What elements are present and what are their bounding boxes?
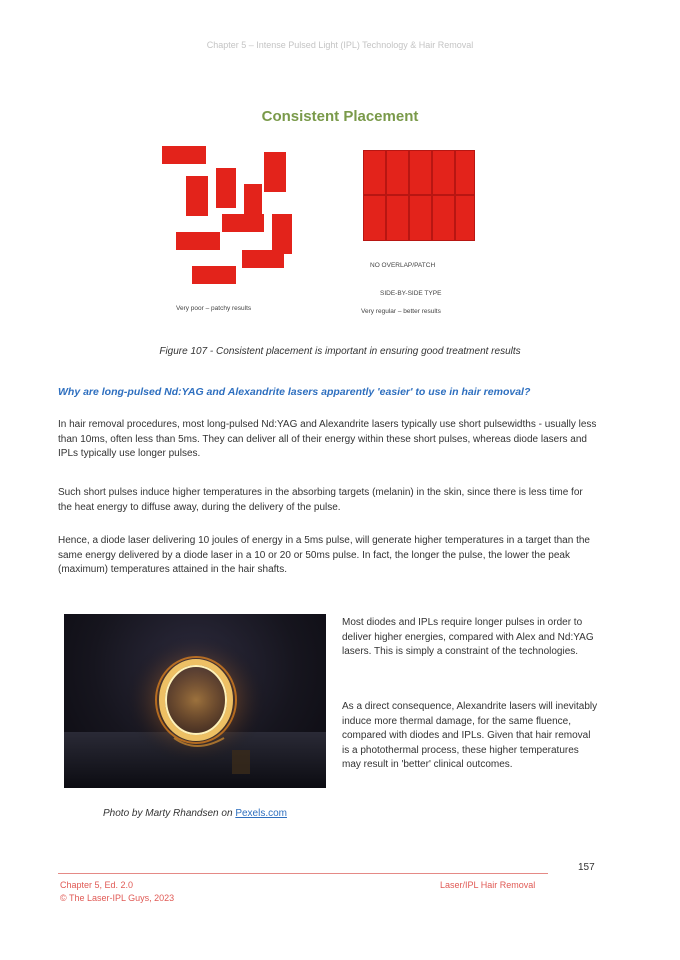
tile xyxy=(409,195,432,241)
tile xyxy=(363,195,386,241)
page-number: 157 xyxy=(578,862,595,873)
tile xyxy=(242,250,284,268)
tile xyxy=(386,150,409,195)
photo-credit-text: Photo by Marty Rhandsen on xyxy=(103,808,236,819)
running-header: Chapter 5 – Intense Pulsed Light (IPL) Technology & Hair Removal xyxy=(206,40,474,50)
tile xyxy=(192,266,236,284)
footer-book-title: Laser/IPL Hair Removal xyxy=(440,880,536,890)
figure-right-label-3: Very regular – better results xyxy=(361,308,441,315)
tile xyxy=(409,150,432,195)
photo-credit-link[interactable]: Pexels.com xyxy=(235,808,287,819)
light-ring-graphic xyxy=(64,614,326,788)
tile xyxy=(162,146,206,164)
paragraph-3: Hence, a diode laser delivering 10 joules of energy in a 5ms pulse, will generate higher temperatures in a target than the same energy delivered by a diode laser in a 10 or 20 or 50ms pulse. In fact, the longer the pulse, the lower the peak (maximum) temperatures attained in the hair shafts. xyxy=(58,535,590,575)
tile xyxy=(432,150,455,195)
light-painting-photo xyxy=(64,614,326,788)
paragraph-4: Most diodes and IPLs require longer pulses in order to deliver higher energies, compared with Alex and Nd:YAG lasers. This is simply a constraint of the technologies. xyxy=(342,617,594,657)
figure-right-label-2: SIDE-BY-SIDE TYPE xyxy=(380,290,442,297)
tile xyxy=(432,195,455,241)
figure-left-label: Very poor – patchy results xyxy=(176,305,252,312)
tile xyxy=(222,214,264,232)
tile xyxy=(272,214,292,254)
tile xyxy=(216,168,236,208)
tile xyxy=(386,195,409,241)
footer-copyright: © The Laser-IPL Guys, 2023 xyxy=(60,893,175,903)
photo-credit xyxy=(64,808,326,819)
footer-chapter: Chapter 5, Ed. 2.0 xyxy=(60,880,134,890)
figure-right-label-1: NO OVERLAP/PATCH xyxy=(370,262,436,269)
figure-title: Consistent Placement xyxy=(261,108,419,125)
tile xyxy=(363,150,386,195)
paragraph-1: In hair removal procedures, most long-pulsed Nd:YAG and Alexandrite lasers typically use short pulsewidths - usually less than 10ms, often less than 5ms. They can deliver all of their energy within these short pulses, whereas diode lasers and IPLs typically use longer pulses. xyxy=(58,419,597,459)
footer-rule xyxy=(58,873,548,874)
figure-caption: Figure 107 - Consistent placement is important in ensuring good treatment results xyxy=(159,346,521,357)
tile xyxy=(455,195,475,241)
tile xyxy=(264,152,286,192)
paragraph-2: Such short pulses induce higher temperatures in the absorbing targets (melanin) in the skin, since there is less time for the heat energy to diffuse away, during the delivery of the pulse. xyxy=(58,487,583,513)
section-heading: Why are long-pulsed Nd:YAG and Alexandrite lasers apparently 'easier' to use in hair removal? xyxy=(58,386,531,398)
tile xyxy=(176,232,220,250)
paragraph-5: As a direct consequence, Alexandrite lasers will inevitably induce more thermal damage, for the same fluence, compared with diodes and IPLs. Given that hair removal is a photothermal process, these higher temperatures may result in 'better' clinical outcomes. xyxy=(342,701,598,770)
tile xyxy=(186,176,208,216)
tile xyxy=(455,150,475,195)
